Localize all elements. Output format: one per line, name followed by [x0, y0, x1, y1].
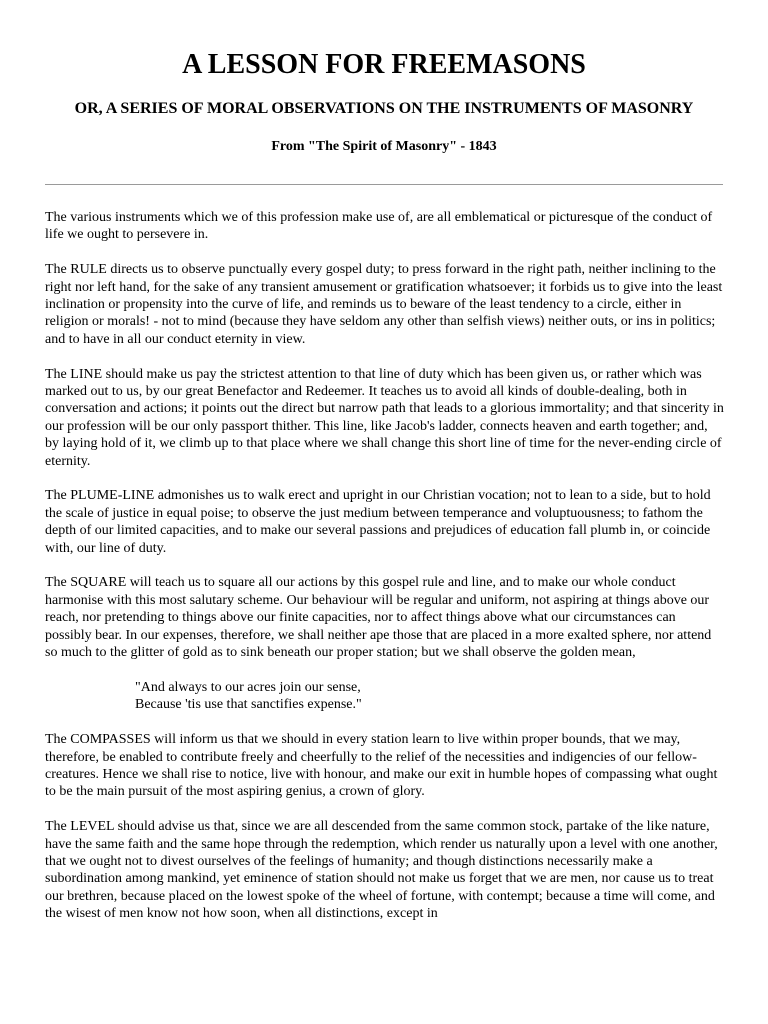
- paragraph-intro: The various instruments which we of this profession make use of, are all emblematical or picturesque of the conduct of life we ought to persevere in.: [45, 210, 713, 243]
- verse-line: Because 'tis use that sanctifies expense.": [135, 697, 362, 713]
- paragraph-rule: The RULE directs us to observe punctually every gospel duty; to press forward in the right path, neither inclining to the right nor left hand, for the sake of any transient amusement or gratification whatsoever; it forbids us to give into the least inclination or propensity into the curve of life, and reminds us to beware of the least tendency to a circle, either in religion or morals! - not to mind (because they have seldom any other than selfish views) neither outs, or ins in politics; and to have in all our conduct eternity in view.: [45, 262, 723, 347]
- document-source: From "The Spirit of Masonry" - 1843: [271, 139, 497, 154]
- verse-line: "And always to our acres join our sense,: [135, 679, 361, 695]
- paragraph-plume-line: The PLUME-LINE admonishes us to walk erect and upright in our Christian vocation; not to lean to a side, but to hold the scale of justice in equal poise; to observe the just medium between temperance and voluptuousness; to fathom the depth of our limited capacities, and to make our several passions and prejudices of education fall plumb in, or coincide with, our line of duty.: [45, 488, 711, 556]
- verse-quote: [45, 679, 725, 714]
- document-body: [45, 209, 725, 940]
- paragraph-level: The LEVEL should advise us that, since we are all descended from the same common stock, partake of the like nature, have the same faith and the same hope through the redemption, which render us naturally upon a level with one another, that we ought not to divest ourselves of the feelings of humanity; and though distinctions necessarily make a subordination among mankind, yet eminence of station should not make us forget that we are men, nor cause us to treat our brethren, because placed on the lowest spoke of the wheel of fortune, with contempt; because a time will come, and the wisest of men know not how soon, when all distinctions, except in: [45, 819, 718, 922]
- document-title: A LESSON FOR FREEMASONS: [182, 49, 586, 80]
- paragraph-compasses: The COMPASSES will inform us that we should in every station learn to live within proper bounds, that we may, therefore, be enabled to contribute freely and cheerfully to the relief of the necessities and indigencies of our fellow-creatures. Hence we shall rise to notice, live with honour, and make our exit in humble hopes of compassing what ought to be the main pursuit of the most aspiring genius, a crown of glory.: [45, 732, 718, 800]
- paragraph-line: The LINE should make us pay the strictest attention to that line of duty which has been given us, or rather which was marked out to us, by our great Benefactor and Redeemer. It teaches us to avoid all kinds of double-dealing, both in conversation and actions; it points out the direct but narrow path that leads to a glorious immortality; and that sincerity in our profession will be our only passport thither. This line, like Jacob's ladder, connects heaven and earth together; and, by laying hold of it, we climb up to that place where we shall change this short line of time for the never-ending circle of eternity.: [45, 366, 724, 469]
- paragraph-square: The SQUARE will teach us to square all our actions by this gospel rule and line, and to make our whole conduct harmonise with this most salutary scheme. Our behaviour will be regular and uniform, not aspiring at things above our reach, nor pretending to things above our finite capacities, nor to affect things above what our circumstances can possibly bear. In our expenses, therefore, we shall neither ape those that are placed in a more exalted sphere, nor attend so much to the glitter of gold as to sink beneath our proper station; but we shall observe the golden mean,: [45, 575, 712, 661]
- horizontal-divider: [45, 184, 723, 185]
- document-subtitle: OR, A SERIES OF MORAL OBSERVATIONS ON THE INSTRUMENTS OF MASONRY: [74, 100, 694, 117]
